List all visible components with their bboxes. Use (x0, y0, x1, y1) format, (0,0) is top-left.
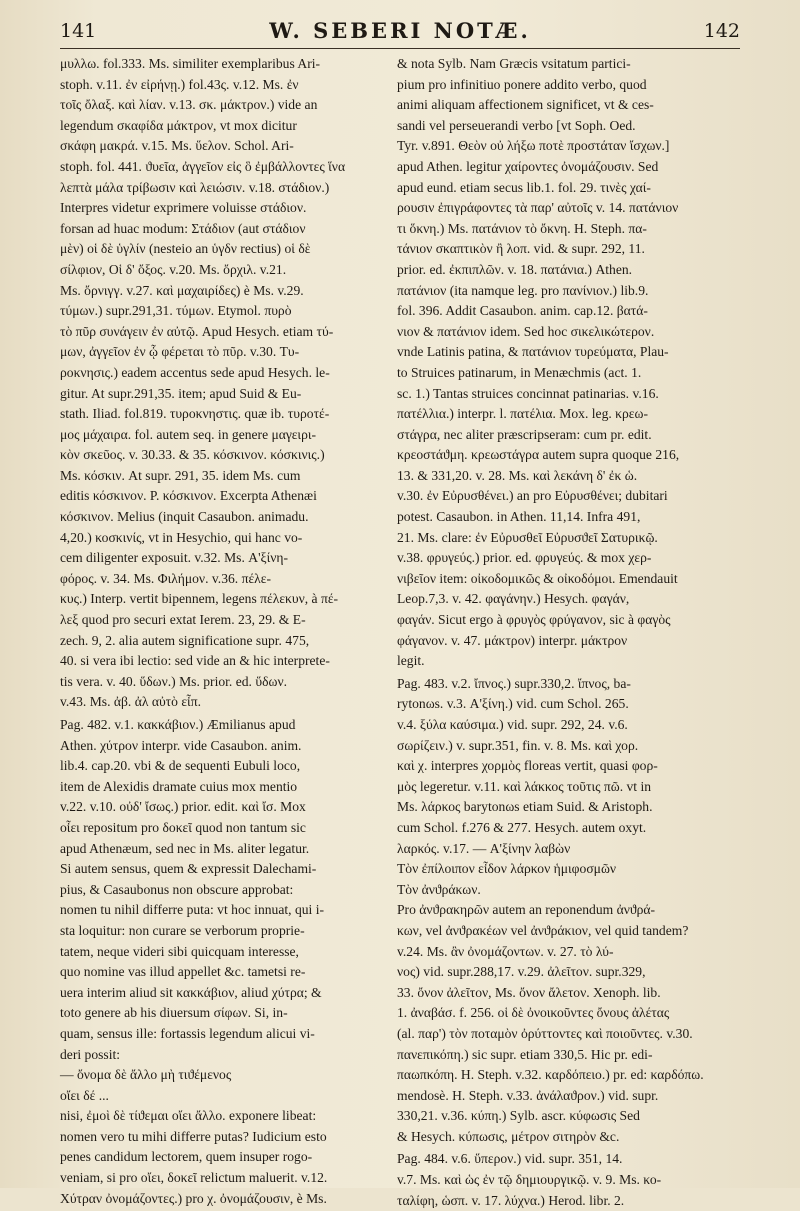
text-line: Pro ἀνϑρακηρῶν autem an reponendum ἀνϑρά- (397, 902, 656, 918)
text-line: Ms. λάρκος barytonωs etiam Suid. & Aristoph. (397, 799, 653, 815)
text-line: τοῖς ὄλαξ. καὶ λίαν. v.13. σκ. μάκτρον.) vide an (60, 97, 318, 113)
text-line: & nota Sylb. Nam Græcis vsitatum partici- (397, 56, 631, 71)
text-line: apud Athenæum, sed nec in Ms. aliter legatur. (60, 840, 310, 856)
text-line: σκάφη μακρά. v.15. Ms. ὕελον. Schol. Ari- (60, 138, 294, 154)
text-line: stoph. v.11. ἐν εἰρήνῃ.) fol.43ς. v.12. Ms. ἐν (60, 76, 299, 92)
text-line: potest. Casaubon. in Athen. 11,14. Infra 491, (397, 509, 641, 525)
text-line: lib.4. cap.20. vbi & de sequenti Eubuli loco, (60, 758, 301, 774)
text-line: apud Athen. legitur χαίροντες ὀνομάζουσιν. Sed (397, 158, 659, 174)
text-line: pium pro infinitiuo ponere addito verbo, quod (397, 76, 647, 92)
text-line: λαρκός. v.17. — Α'ξίνην λαβὼν (397, 840, 571, 856)
text-line: apud eund. etiam secus lib.1. fol. 29. τινὲς χαί- (397, 179, 651, 195)
text-line: τάνιον σκαπτικὸν ἢ λοπ. vid. & supr. 292, 11. (397, 241, 645, 257)
text-line: uera interim aliud sit κακκάβιον, aliud χύτρα; & (60, 984, 322, 1000)
text-line: τι ὅκνη.) Ms. πατάνιον τὸ ὄκνη. H. Steph. πα- (397, 220, 647, 236)
text-line: κων, vel ἀνϑρακέων vel ἀνϑράκιον, vel quid tandem? (397, 922, 689, 938)
text-line: νος) vid. supr.288,17. v.29. ἀλεῖτον. supr.329, (397, 964, 646, 980)
text-line: μων, ἀγγεῖον ἐν ᾧ φέρεται τὸ πῦρ. v.30. Τυ- (60, 344, 300, 360)
text-line: φάγανον. v. 47. μάκτρον) interpr. μάκτρον (397, 632, 628, 648)
text-line: νιβεῖον item: οἰκοδομικῶς & οἰκοδόμοι. Emendauit (397, 570, 678, 586)
text-line: fol. 396. Addit Casaubon. anim. cap.12. βατά- (397, 303, 648, 319)
text-line: οἴει δέ ... (60, 1087, 109, 1103)
text-line: μὲν) οἱ δὲ ὑγλίν (nesteio an ὑγδν rectius) οἱ δὲ (60, 241, 311, 257)
text-line: legit. (397, 653, 425, 669)
text-line: 4,20.) κοσκινίς, vt in Hesychio, qui hanc vo- (60, 529, 303, 545)
page-number-right: 142 (703, 20, 740, 42)
text-line: 33. ὄνον ἀλεῖτον, Ms. ὄνον ἄλετον. Xenoph. lib. (397, 984, 661, 1000)
text-line: Pag. 484. v.6. ὕπερον.) vid. supr. 351, 14. (397, 1151, 623, 1167)
text-line: Interpres videtur exprimere voluisse στάδιον. (60, 200, 307, 216)
text-line: Si autem sensus, quem & expressit Dalechami- (60, 861, 317, 877)
text-line: to Struices patinarum, in Menæchmis (act. 1. (397, 364, 642, 380)
text-line: 1. ἀναβάσ. f. 256. οἱ δὲ ὀνοικοῦντες ὄνους ἀλέτας (397, 1005, 670, 1021)
text-line: deri possit: (60, 1046, 121, 1062)
text-line: v.4. ξύλα καύσιμα.) vid. supr. 292, 24. v.6. (397, 717, 628, 732)
text-line: κόσκινον. Melius (inquit Casaubon. animadu. (60, 509, 309, 525)
text-line: zech. 9, 2. alia autem significatione supr. 475, (60, 632, 310, 648)
text-line: quo nomine vas illud appellet &c. tametsi re- (60, 964, 306, 980)
text-line: λεπτὰ μάλα τρίβωσιν καὶ λειώσιν. v.18. στάδιον.) (60, 179, 330, 195)
text-line: κυς.) Interp. vertit bipennem, legens πέλεκυν, à πέ- (60, 591, 339, 607)
text-line: λεξ quod pro securi extat Ierem. 23, 29. & E- (60, 612, 306, 628)
text-line: sandi vel perseuerandi verbo [vt Soph. Oed. (397, 117, 636, 133)
text-line: σωρίζειν.) v. supr.351, fin. v. 8. Ms. καὶ χορ. (397, 737, 639, 753)
text-line: nomen vero tu mihi differre putas? Iudicium esto (60, 1128, 327, 1144)
text-line: Tyr. v.891. Θεὸν οὐ λήξω ποτὲ προστάταν ἴσχων.] (397, 138, 670, 154)
text-line: Τὸν ἐπίλοιπον εἶδον λάρκον ἡμιφοσμῶν (397, 861, 617, 877)
text-line: legendum σκαφίδα μάκτρον, vt mox dicitur (60, 117, 297, 133)
text-line: nomen tu nihil differre puta: vt hoc innuat, qui i- (60, 902, 325, 918)
text-line: v.38. φρυγεύς.) prior. ed. φρυγεύς. & mox χερ- (397, 550, 652, 566)
text-line: penes candidum lectorem, quem insuper rogo- (60, 1149, 313, 1165)
text-line: οἶει repositum pro δοκεῖ quod non tantum sic (60, 819, 306, 835)
text-line: κρεοστάϑμη. κρεωστάγρα autem supra quoque 216, (397, 447, 680, 463)
text-line: tatem, neque videri sibi quicquam interesse, (60, 943, 299, 959)
page-header (60, 14, 740, 49)
right-column (397, 54, 719, 1208)
text-line: τύμων.) supr.291,31. τύμων. Etymol. πυρὸ (60, 303, 292, 319)
text-line: — ὄνομα δὲ ἄλλο μὴ τιϑέμενος (60, 1067, 232, 1083)
text-line: Χύτραν ὀνομάζοντες.) pro χ. ὀνομάζουσιν, è Ms. (60, 1190, 327, 1206)
text-line: παωπκόπη. H. Steph. v.32. καρδόπειο.) pr. ed: καρδόπω. (397, 1067, 704, 1083)
text-line: ρουσιν ἐπιγράφοντες τὰ παρ' αὐτοῖς v. 14. πατάνιον (397, 200, 679, 216)
text-line: φόρος. v. 34. Ms. Φιλήμον. v.36. πέλε- (60, 570, 271, 586)
text-line: cum Schol. f.276 & 277. Hesych. autem oxyt. (397, 819, 647, 835)
text-line: (al. παρ') τὸν ποταμὸν ὀρύττοντες καὶ ποιοῦντες. v.30. (397, 1025, 693, 1041)
text-line: gitur. At supr.291,35. item; apud Suid & Eu- (60, 385, 302, 401)
text-line: v.30. ἐν Εὐρυσθένει.) an pro Εὐρυσθένει; dubitari (397, 488, 668, 504)
text-line: Ms. κόσκιν. At supr. 291, 35. idem Ms. cum (60, 467, 301, 483)
text-line: 21. Ms. clare: ἐν Εὐρυσθεῖ Εὐρυσϑεῖ Σατυρικῷ. (397, 529, 658, 545)
text-line: nisi, ἐμοὶ δὲ τίϑεμαι οἴει ἄλλο. exponere libeat: (60, 1108, 317, 1124)
text-line: stath. Iliad. fol.819. τυροκνηστις. quæ ib. τυροτέ- (60, 406, 330, 422)
text-line: v.7. Ms. καὶ ὡς ἐν τῷ δημιουργικῷ. v. 9. Ms. κο- (397, 1172, 662, 1188)
text-line: ταλίφη, ὡσπ. v. 17. λύχνα.) Herod. libr. 2. (397, 1192, 625, 1208)
text-line: sc. 1.) Tantas struices concinnat patinarias. v.16. (397, 385, 659, 401)
text-line: prior. ed. ἐκπιπλῶν. v. 18. πατάνια.) Athen. (397, 261, 633, 277)
text-line: φαγάν. Sicut ergo à φρυγὸς φρύγανον, sic à φαγὸς (397, 612, 671, 628)
text-line: Leop.7,3. v. 42. φαγάνην.) Hesych. φαγάν, (397, 591, 630, 607)
page-number-left: 141 (60, 20, 97, 42)
text-line: πανεπικόπη.) sic supr. etiam 330,5. Hic pr. edi- (397, 1046, 653, 1062)
text-line: rytonωs. v.3. Α'ξίνη.) vid. cum Schol. 265. (397, 696, 629, 712)
text-line: & Hesych. κύπωσις, μέτρον σιτηρὸν &c. (397, 1128, 620, 1144)
text-line: mendosè. H. Steph. v.33. ἀνάλαϑρον.) vid. supr. (397, 1087, 659, 1103)
text-line: νιον & πατάνιον idem. Sed hoc σικελικώτερον. (397, 323, 655, 339)
text-line: toto genere ab his diuersum σίφων. Si, in- (60, 1005, 288, 1021)
text-line: Τὸν ἀνϑράκων. (397, 881, 481, 897)
text-line: στάγρα, nec aliter præscripseram: cum pr. edit. (397, 426, 652, 442)
text-line: veniam, si pro οἴει, δοκεῖ relictum maluerit. v.12. (60, 1170, 328, 1186)
text-line: item de Alexidis dramate cuius mox mentio (60, 778, 298, 794)
text-line: stoph. fol. 441. ϑυεῖα, ἀγγεῖον εἰς ὃ ἐμβάλλοντες ἵνα (60, 158, 346, 174)
text-line: Pag. 483. v.2. ἴπνος.) supr.330,2. ἴπνος, ba- (397, 675, 631, 691)
text-line: ροκνησις.) eadem accentus sede apud Hesych. le- (60, 364, 330, 380)
text-line: v.24. Ms. ἂν ὀνομάζοντων. v. 27. τὸ λύ- (397, 943, 614, 959)
text-line: animi aliquam affectionem significet, vt & ces- (397, 97, 654, 113)
text-line: 40. si vera ibi lectio: sed vide an & hic interprete- (60, 653, 330, 669)
text-line: Pag. 482. v.1. κακκάβιον.) Æmilianus apud (60, 717, 296, 732)
text-line: πατάνιον (ita namque leg. pro πανίνιον.) lib.9. (397, 282, 649, 298)
text-line: sta loquitur: non curare se verborum proprie- (60, 922, 305, 938)
text-line: 330,21. v.36. κύπη.) Sylb. ascr. κύφωσις Sed (397, 1108, 640, 1124)
text-line: forsan ad huac modum: Στάδιον (aut στάδιον (60, 220, 306, 236)
text-line: μος μάχαιρα. fol. autem seq. in genere μαγειρι- (60, 426, 317, 442)
text-line: quam, sensus ille: fortassis legendum alicui vi- (60, 1025, 315, 1041)
text-line: Ms. ὄρνιγγ. v.27. καὶ μαχαιρίδες) è Ms. v.29. (60, 282, 304, 298)
text-line: 13. & 331,20. v. 28. Ms. καὶ λεκάνη δ' ἐκ ὡ. (397, 467, 638, 483)
left-column (60, 54, 382, 1206)
text-line: vnde Latinis patina, & πατάνιον τυρεύματα, Plau- (397, 344, 669, 360)
text-line: v.22. v.10. οὐδ' ἴσως.) prior. edit. καὶ ἴσ. Mox (60, 799, 306, 815)
text-line: καὶ χ. interpres χορμὸς floreas vertit, quasi φορ- (397, 758, 658, 774)
text-line: v.43. Ms. ἀβ. ἀλ αὐτὸ εἶπ. (60, 694, 201, 710)
text-line: σίλφιον, Οἱ δ' ὄξος. v.20. Ms. ὄρχιλ. v.21. (60, 261, 287, 277)
text-line: μυλλω. fol.333. Ms. similiter exemplaribus Ari- (60, 56, 321, 71)
text-line: Athen. χύτρον interpr. vide Casaubon. anim. (60, 737, 302, 753)
text-line: κὸν σκεῦος. v. 30.33. & 35. κόσκινον. κόσκινις.) (60, 447, 325, 463)
text-line: μὸς legeretur. v.11. καὶ λάκκος τοῦτις πῶ. vt in (397, 778, 652, 794)
text-line: πατέλλια.) interpr. l. πατέλια. Mox. leg. κρεω- (397, 406, 648, 422)
running-title: W. SEBERI NOTÆ. (269, 18, 531, 43)
text-line: pius, & Casaubonus non obscure approbat: (60, 881, 294, 897)
text-line: editis κόσκινον. P. κόσκινον. Excerpta Athenæi (60, 488, 317, 504)
text-line: τὸ πῦρ συνάγειν ἐν αὐτῷ. Apud Hesych. etiam τύ- (60, 323, 334, 339)
text-line: cem diligenter exposuit. v.32. Ms. Α'ξίνη- (60, 550, 289, 566)
text-line: tis vera. v. 40. ὕδων.) Ms. prior. ed. ὕδων. (60, 673, 287, 689)
